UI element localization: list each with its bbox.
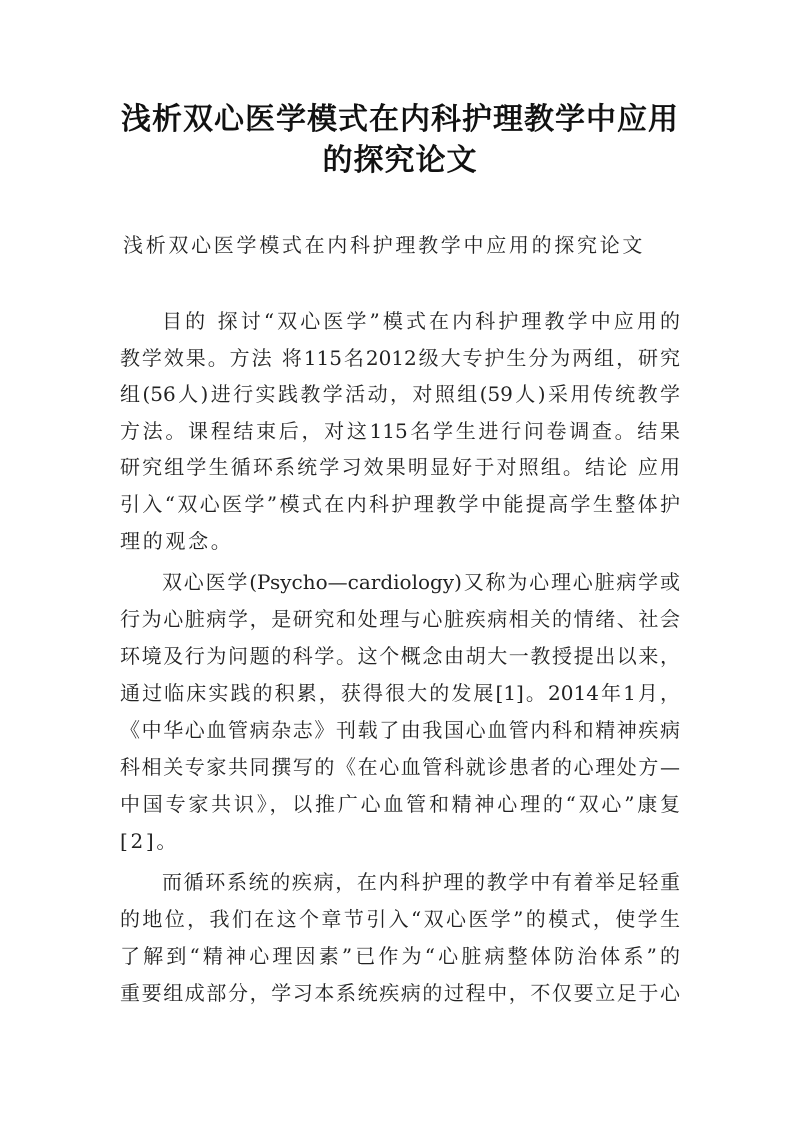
paragraph-3-line-1: 而循环系统的疾病，在内科护理的教学中有着举足轻重 [162, 870, 680, 894]
paragraph-1-line-1: 目的 探讨“双心医学”模式在内科护理教学中应用的 [162, 309, 680, 333]
paragraph-3-line-2: 的地位，我们在这个章节引入“双心医学”的模式，使学生 [120, 907, 680, 931]
paragraph-2-line-6: 科相关专家共同撰写的《在心血管科就诊患者的心理处方— [120, 755, 680, 779]
document-title-line-2: 的探究论文 [322, 143, 478, 178]
document-subtitle: 浅析双心医学模式在内科护理教学中应用的探究论文 [123, 233, 646, 257]
paragraph-3-line-3: 了解到“精神心理因素”已作为“心脏病整体防治体系”的 [120, 944, 680, 968]
paragraph-1-line-5: 研究组学生循环系统学习效果明显好于对照组。结论 应用 [120, 455, 680, 479]
paragraph-1-line-6: 引入“双心医学”模式在内科护理教学中能提高学生整体护 [120, 492, 680, 516]
paragraph-3-line-4: 重要组成部分，学习本系统疾病的过程中，不仅要立足于心 [120, 981, 680, 1005]
paragraph-1-line-2: 教学效果。方法 将115名2012级大专护生分为两组，研究 [120, 346, 680, 370]
paragraph-2-line-1: 双心医学(Psycho—cardiology)又称为心理心脏病学或 [162, 570, 680, 594]
paragraph-2-line-4: 通过临床实践的积累，获得很大的发展[1]。2014年1月， [120, 681, 680, 705]
document-title-line-1: 浅析双心医学模式在内科护理教学中应用 [121, 102, 679, 137]
paragraph-2-line-7: 中国专家共识》，以推广心血管和精神心理的“双心”康复 [120, 792, 680, 816]
paragraph-2-line-3: 环境及行为问题的科学。这个概念由胡大一教授提出以来， [120, 644, 680, 668]
paragraph-1-line-4: 方法。课程结束后，对这115名学生进行问卷调查。结果 [120, 419, 680, 443]
paragraph-2-line-2: 行为心脏病学，是研究和处理与心脏疾病相关的情绪、社会 [120, 607, 680, 631]
paragraph-1-line-3: 组(56人)进行实践教学活动，对照组(59人)采用传统教学 [120, 382, 680, 406]
paragraph-1-line-7: 理的观念。 [120, 529, 234, 553]
paragraph-2-line-5: 《中华心血管病杂志》刊载了由我国心血管内科和精神疾病 [120, 718, 680, 742]
paragraph-2-line-8: [2]。 [120, 829, 180, 853]
